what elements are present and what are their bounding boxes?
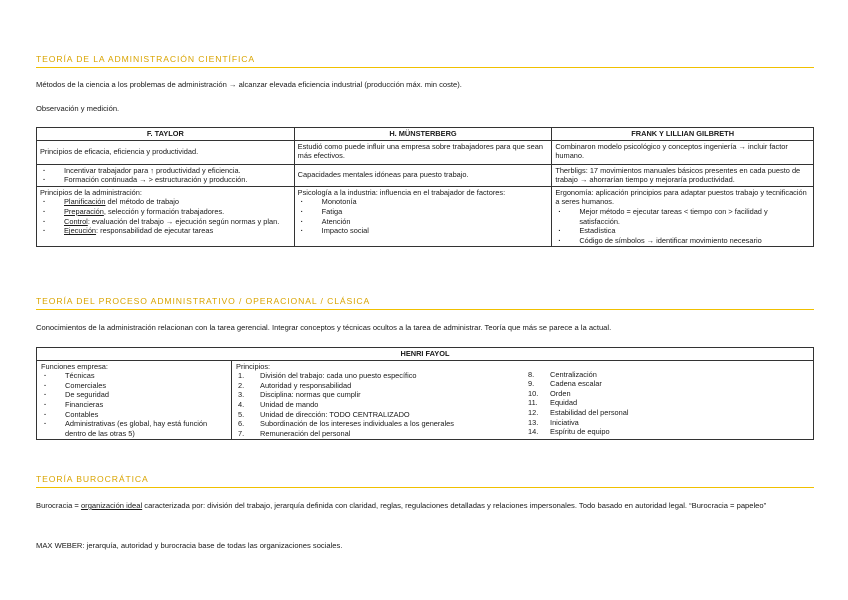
list-item: 6. Subordinación de los intereses individuales a los generales	[238, 419, 454, 429]
section-title-proceso: TEORÍA DEL PROCESO ADMINISTRATIVO / OPERACIONAL / CLÁSICA	[36, 296, 814, 310]
list-item: · Fatiga	[298, 207, 549, 217]
list-item: · Impacto social	[298, 226, 549, 236]
list-item: 3. Disciplina: normas que cumplir	[238, 390, 361, 400]
header-munsterberg: H. MÜNSTERBERG	[294, 128, 552, 141]
principios-title: Principios:	[236, 361, 271, 371]
list-item: · Preparación, selección y formación trabajadores.	[40, 207, 291, 217]
list-item: 5. Unidad de dirección: TODO CENTRALIZADO	[238, 409, 410, 419]
cientifica-intro: Métodos de la ciencia a los problemas de administración → alcanzar elevada eficiencia industrial (producción máx. min coste).	[36, 80, 462, 89]
list-item: · Formación continuada → > estructuración y producción.	[40, 175, 291, 185]
munsterberg-title: Psicología a la industria: influencia en el trabajador de factores:	[297, 187, 506, 197]
list-item: · Mejor método = ejecutar tareas < tiempo con > facilidad y satisfacción.	[555, 207, 810, 226]
list-item: · Comerciales	[41, 381, 227, 391]
cell-munsterberg-2: Capacidades mentales idóneas para puesto trabajo.	[294, 164, 552, 186]
proceso-intro: Conocimientos de la administración relacionan con la tarea gerencial. Integrar conceptos y técnicas ocultos a la tarea de administrar. Teoría que más se parece a la actual.	[36, 323, 612, 332]
list-item: · Estadística	[555, 226, 810, 236]
cell-gilbreth-3	[552, 186, 814, 247]
list-item: 10. Orden	[528, 388, 571, 398]
list-item: · Administrativas (es global, hay está función dentro de las otras 5)	[41, 419, 227, 438]
list-item: · Incentivar trabajador para ↑ productividad y eficiencia.	[40, 166, 291, 176]
list-item: 11. Equidad	[528, 398, 578, 408]
cell-taylor-1: Principios de eficacia, eficiencia y productividad.	[37, 140, 295, 164]
cientifica-table	[36, 127, 814, 247]
cientifica-observacion: Observación y medición.	[36, 104, 120, 113]
table-row	[37, 186, 814, 247]
list-item: · De seguridad	[41, 390, 227, 400]
list-item: 9. Cadena escalar	[528, 379, 602, 389]
fayol-principios-cell	[232, 360, 814, 440]
list-item: 7. Remuneración del personal	[238, 428, 351, 438]
cell-taylor-2	[37, 164, 295, 186]
funciones-title: Funciones empresa:	[41, 361, 108, 371]
header-taylor: F. TAYLOR	[37, 128, 295, 141]
cell-taylor-3	[37, 186, 295, 247]
list-item: · Planificación del método de trabajo	[40, 197, 291, 207]
table-row	[37, 164, 814, 186]
list-item: 8. Centralización	[528, 369, 597, 379]
list-item: · Técnicas	[41, 371, 227, 381]
list-item: 13. Iniciativa	[528, 417, 579, 427]
list-item: · Contables	[41, 410, 227, 420]
section-title-cientifica: TEORÍA DE LA ADMINISTRACIÓN CIENTÍFICA	[36, 54, 814, 68]
principios-col-b	[526, 362, 806, 439]
list-item: · Control: evaluación del trabajo → ejecución según normas y plan.	[40, 217, 291, 227]
list-item: 2. Autoridad y responsabilidad	[238, 380, 352, 390]
gilbreth-title: Ergonomía: aplicación principios para adaptar puestos trabajo y tecnificación a seres humanos.	[555, 187, 807, 207]
fayol-funciones-cell	[37, 360, 232, 440]
table-header-row	[37, 128, 814, 141]
cell-gilbreth-2: Therbligs: 17 movimientos manuales básicos presentes en cada puesto de trabajo → ahorrarían tiempo y mejoraría productividad.	[552, 164, 814, 186]
list-item: 1. División del trabajo: cada uno puesto específico	[238, 371, 417, 381]
burocratica-p1: Burocracia = organización ideal caracterizada por: división del trabajo, jerarquía definida con claridad, reglas, regulaciones detalladas y relaciones impersonales. Todo basado en autoridad legal. “Burocracia = papeleo”	[36, 501, 767, 510]
cell-munsterberg-1: Estudió como puede influir una empresa sobre trabajadores para que sean más efectivos.	[294, 140, 552, 164]
cell-munsterberg-3	[294, 186, 552, 247]
fayol-header: HENRI FAYOL	[37, 348, 814, 361]
list-item: 14. Espíritu de equipo	[528, 427, 610, 437]
burocratica-p2: MAX WEBER: jerarquía, autoridad y burocracia base de todas las organizaciones sociales.	[36, 541, 343, 550]
list-item: 4. Unidad de mando	[238, 399, 319, 409]
table-row	[37, 140, 814, 164]
taylor-principles-title: Principios de la administración:	[40, 187, 142, 197]
list-item: · Código de símbolos → identificar movimiento necesario	[555, 236, 810, 246]
list-item: · Monotonía	[298, 197, 549, 207]
list-item: · Atención	[298, 217, 549, 227]
cell-gilbreth-1: Combinaron modelo psicológico y conceptos ingeniería → incluir factor humano.	[552, 140, 814, 164]
principios-col-a	[236, 362, 526, 439]
list-item: · Financieras	[41, 400, 227, 410]
list-item: · Ejecución: responsabilidad de ejecutar tareas	[40, 226, 291, 236]
header-gilbreth: FRANK Y LILLIAN GILBRETH	[552, 128, 814, 141]
list-item: 12. Estabilidad del personal	[528, 407, 629, 417]
section-title-burocratica: TEORÍA BUROCRÁTICA	[36, 474, 814, 488]
fayol-table	[36, 347, 814, 440]
